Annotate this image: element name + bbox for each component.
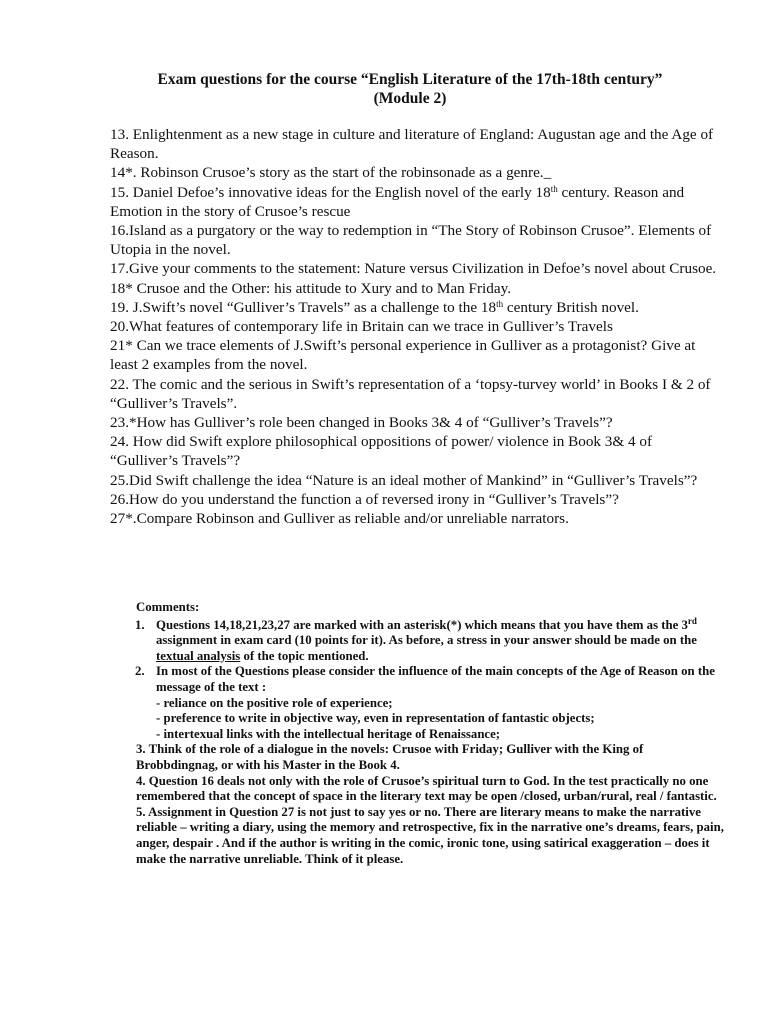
question-27: 27*.Compare Robinson and Gulliver as reliable and/or unreliable narrators. [110, 510, 569, 528]
question-23: 23.*How has Gulliver’s role been changed in Books 3& 4 of “Gulliver’s Travels”? [110, 414, 613, 432]
title-line-1: Exam questions for the course “English Literature of the 17th-18th century” [157, 71, 663, 88]
comment-1-number: 1. [135, 617, 145, 632]
comment-2-number: 2. [135, 664, 145, 679]
question-19-superscript: th [496, 298, 504, 309]
question-20: 20.What features of contemporary life in Britain can we trace in Gulliver’s Travels [110, 318, 613, 336]
comment-1-text-c: of the topic mentioned. [240, 648, 369, 663]
question-15-text-b: century. Reason and Emotion in the story of Crusoe’s rescue [110, 183, 685, 220]
comment-2-subitem-2: - preference to write in objective way, even in representation of fantastic objects; [156, 711, 595, 726]
question-13: 13. Enlightenment as a new stage in culture and literature of England: Augustan age and the Age of Reason. [110, 126, 714, 163]
comment-1 [135, 615, 726, 665]
comment-2-subitem-1: - reliance on the positive role of experience; [156, 695, 393, 710]
page-title [100, 70, 720, 108]
question-18: 18* Crusoe and the Other: his attitude to Xury and to Man Friday. [110, 279, 511, 297]
question-21: 21* Can we trace elements of J.Swift’s personal experience in Gulliver as a protagonist? Give at least 2 examples from the novel. [110, 337, 696, 374]
comment-2 [136, 664, 726, 695]
question-25: 25.Did Swift challenge the idea “Nature is an ideal mother of Mankind” in “Gulliver’s Travels”? [110, 471, 698, 489]
title-line-2: (Module 2) [373, 90, 447, 107]
question-15 [110, 183, 720, 221]
comment-3: 3. Think of the role of a dialogue in the novels: Crusoe with Friday; Gulliver with the King of Brobbdingnag, or with his Master in the Book 4. [136, 742, 644, 772]
question-19-text-b: century British novel. [503, 298, 639, 316]
comment-4: 4. Question 16 deals not only with the role of Crusoe’s spiritual turn to God. In the test practically no one remembered that the concept of space in the literary text may be open /closed, urban/rural, real / fantastic. [136, 773, 717, 804]
question-16: 16.Island as a purgatory or the way to redemption in “The Story of Robinson Crusoe”. Elements of Utopia in the novel. [110, 222, 712, 259]
comment-1-superscript: rd [687, 615, 697, 626]
comments-section [136, 600, 726, 867]
question-24: 24. How did Swift explore philosophical oppositions of power/ violence in Book 3& 4 of “Gulliver’s Travels”? [110, 433, 653, 470]
question-15-text-a: 15. Daniel Defoe’s innovative ideas for the English novel of the early 18 [110, 183, 551, 201]
question-19 [110, 298, 720, 317]
question-22: 22. The comic and the serious in Swift’s representation of a ‘topsy-turvey world’ in Books I & 2 of “Gulliver’s Travels”. [110, 375, 711, 412]
question-19-text-a: 19. J.Swift’s novel “Gulliver’s Travels” as a challenge to the 18 [110, 298, 497, 316]
comment-1-text-b: assignment in exam card (10 points for it). As before, a stress in your answer should be made on the [156, 633, 697, 648]
question-26: 26.How do you understand the function a of reversed irony in “Gulliver’s Travels”? [110, 490, 619, 508]
question-15-superscript: th [550, 183, 558, 194]
question-list [110, 125, 720, 528]
comments-heading: Comments: [136, 600, 200, 614]
comment-1-underlined-text: textual analysis [156, 648, 241, 663]
comment-5: 5. Assignment in Question 27 is not just to say yes or no. There are literary means to make the narrative reliable – writing a diary, using the memory and retrospective, fix in the narrative one’s dreams, fears, pain, anger, despair . And if the author is writing in the comic, ironic tone, using satirical exaggeration – does it make the narrative unreliable. Think of it please. [136, 804, 724, 866]
comment-2-subitem-3: - intertexual links with the intellectual heritage of Renaissance; [156, 726, 501, 741]
question-17: 17.Give your comments to the statement: Nature versus Civilization in Defoe’s novel about Crusoe. [110, 260, 717, 278]
comment-1-text-a: Questions 14,18,21,23,27 are marked with an asterisk(*) which means that you have them as the 3 [156, 617, 688, 632]
comment-2-text: In most of the Questions please consider the influence of the main concepts of the Age of Reason on the message of the text : [156, 664, 715, 694]
question-14: 14*. Robinson Crusoe’s story as the start of the robinsonade as a genre._ [110, 164, 552, 182]
